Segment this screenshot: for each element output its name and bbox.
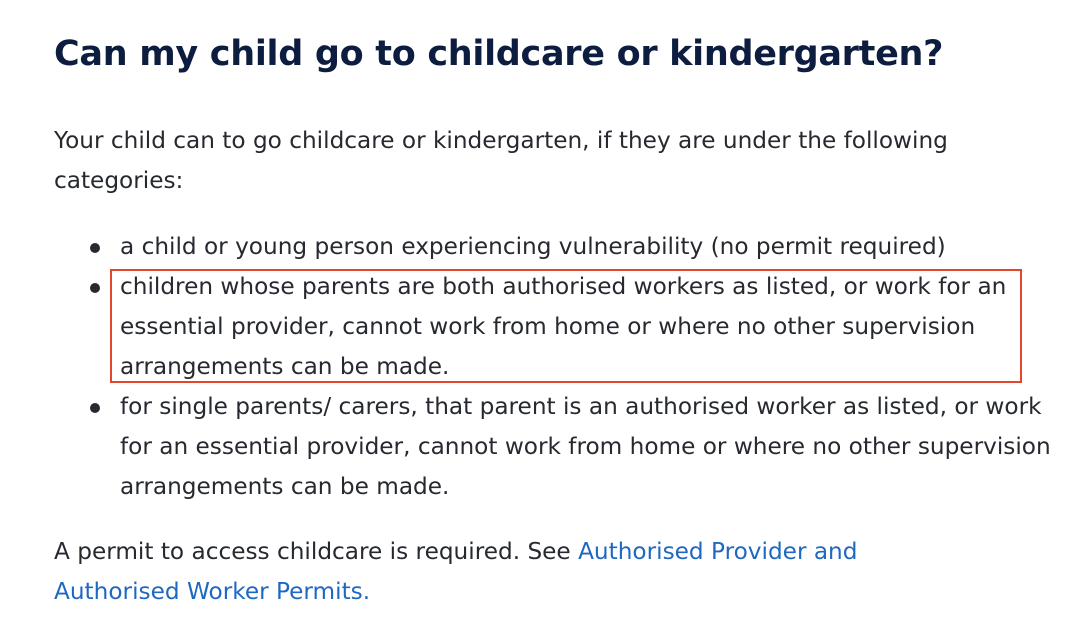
list-item-vulnerability bbox=[54, 227, 1064, 267]
category-list bbox=[54, 227, 1064, 507]
bullet-dot-icon bbox=[90, 403, 100, 413]
permits-link[interactable]: Authorised Provider and Authorised Worker Permits. bbox=[54, 538, 858, 605]
list-item-text: children whose parents are both authorised workers as listed, or work for an essential provider, cannot work from home or where no other supervision arrangements can be made. bbox=[120, 273, 1007, 380]
list-item-single-parents bbox=[54, 387, 1064, 507]
list-item-text: a child or young person experiencing vulnerability (no permit required) bbox=[120, 233, 946, 260]
bullet-dot-icon bbox=[90, 283, 100, 293]
permit-text: A permit to access childcare is required. See bbox=[54, 538, 579, 565]
list-item-text: for single parents/ carers, that parent is an authorised worker as listed, or work for an essential provider, cannot work from home or where no other supervision arrangements can be made. bbox=[120, 393, 1051, 500]
intro-paragraph: Your child can to go childcare or kindergarten, if they are under the following categories: bbox=[54, 127, 948, 194]
permit-paragraph bbox=[54, 532, 974, 612]
list-item-authorised-parents bbox=[54, 267, 1064, 387]
section-heading: Can my child go to childcare or kindergarten? bbox=[54, 34, 944, 74]
bullet-dot-icon bbox=[90, 243, 100, 253]
